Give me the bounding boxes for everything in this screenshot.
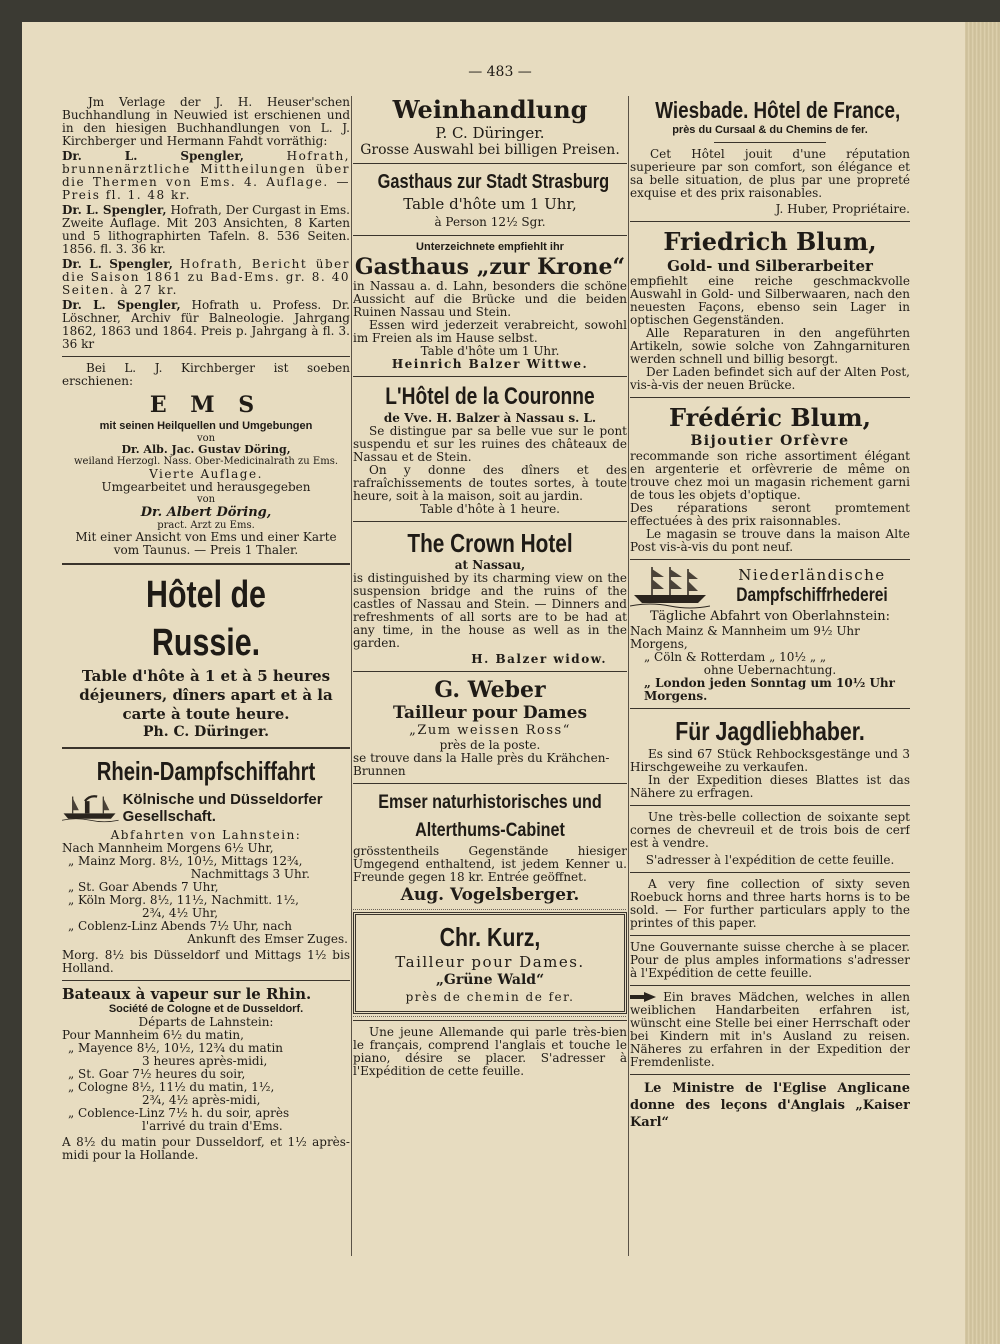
ems-subtitle: mit seinen Heilquellen und Umgebungen: [99, 420, 313, 432]
sailing-ship-icon: [630, 565, 710, 609]
pointing-hand-icon: [630, 992, 656, 1003]
publisher-intro: Jm Verlage der J. H. Heuser'schen Buchhandlung in Neuwied ist erschienen und in den hiesigen Buchhandlungen von L. J. Kirchberger und Hermann Fahdt vorräthig:: [62, 96, 350, 148]
steamship-icon: [62, 789, 119, 827]
ems-author: Dr. Alb. Jac. Gustav Döring,: [121, 443, 291, 456]
france-owner: J. Huber, Propriétaire.: [775, 202, 910, 216]
book-entry: Dr. L. Spengler, Hofrath u. Profess. Dr. Löschner, Archiv für Balneologie. Jahrgang 1862, 1863 und 1864. Preis p. Jahrgang à fl. 3. 36 kr: [62, 298, 350, 351]
hotel-russie-text: Table d'hôte à 1 et à 5 heures déjeuners, dîners apart et à la carte à toute heure.: [79, 667, 333, 723]
strasburg-title: Gasthaus zur Stadt Strasburg: [377, 171, 610, 193]
couronne-title: L'Hôtel de la Couronne: [385, 383, 595, 410]
book-entry: Dr. L. Spengler, Hofrath, Der Curgast in Ems. Zweite Auflage. Mit 203 Ansichten, 8 Karten und 5 lithographirten Tafeln. 8. 536 Seiten. 1856. fl. 3. 36 kr.: [62, 203, 350, 256]
column-1: Jm Verlage der J. H. Heuser'schen Buchhandlung in Neuwied ist erschienen und in den hiesigen Buchhandlungen von L. J. Kirchberger und Hermann Fahdt vorräthig: Dr. L. Spengler, Hofrath, brunnenärztliche Mittheilungen über die Thermen von Ems. 4. Auflage. — Preis fl. 1. 48 kr. Dr. L. Spengler, Hofrath, Der Curgast in Ems. Zweite Auflage. Mit 203 Ansichten, 8 Karten und 5 lithographirten Tafeln. 8. 536 Seiten. 1856. fl. 3. 36 kr. Dr. L. Spengler, Hofrath, Bericht über die Saison 1861 zu Bad-Ems. gr. 8. 40 Seiten. à 27 kr. Dr. L. Spengler, Hofrath u. Profess. Dr. Löschner, Archiv für Balneologie. Jahrgang 1862, 1863 und 1864. Preis p. Jahrgang à fl. 3. 36 kr Bei L. J. Kirchberger ist soeben erschienen: E M S mit seinen Heilquellen und Umgebungen von Dr. Alb. Jac. Gustav Döring, weiland Herzogl. Nass. Ober-Medicinalrath zu Ems. Vierte Auflage. Umgearbeitet und herausgegeben von Dr. Albert Döring, pract. Arzt zu Ems. Mit einer Ansicht von Ems und einer Karte vom Taunus. — Preis 1 Thaler. Hôtel de Russie. Table d'hôte à 1 et à 5 heures déjeuners, dîners apart et à la carte à toute heure. Ph. C. Düringer. Rhein-Dampfschiffahrt Kölnische und Düsseldorfer Gesellschaft. Abfahrten von Lahnstein: Nach Mannheim Morgens 6½ Uhr, „ Mainz Morg. 8½, 10½, Mittags 12¾, Nachmittags 3 Uhr. „ St. Goar Abends 7 Uhr, „ Köln Morg. 8½, 11½, Nachmitt. 1½, 2¾, 4½ Uhr, „ Coblenz-Linz Abends 7½ Uhr, nach Ankunft des Emser Zuges. Morg. 8½ bis Düsseldorf und Mittags 1½ bis Holland. Bateaux à vapeur sur le Rhin. Société de Cologne et de Dusseldorf. Départs de Lahnstein: Pour Mannheim 6½ du matin, „ Mayence 8½, 10½, 12¾ du matin 3 heures après-midi, „ St. Goar 7½ heures du soir, „ Cologne 8½, 11½ du matin, 1½, 2¾, 4½ après-midi, „ Coblence-Linz 7½ h. du soir, après l'arrivé du train d'Ems. A 8½ du matin pour Dusseldorf, et 1½ après-midi pour la Hollande.: [62, 96, 350, 1162]
maedchen-ad: Ein braves Mädchen, welches in allen weiblichen Handarbeiten erfahren ist, wünscht eine Stelle bei einer Herrschaft oder bei Kindern mit in's Ausland zu reisen. Näheres zu erfahren in der Expedition der Fremdenliste.: [630, 990, 910, 1069]
weinhandlung-title: Weinhandlung: [392, 96, 588, 124]
niederl-heading-row: [630, 565, 910, 609]
cabinet-owner: Aug. Vogelsberger.: [400, 885, 580, 905]
hotel-russie-title: Hôtel de Russie.: [146, 574, 266, 664]
column-divider: [351, 96, 352, 1256]
weber-title: G. Weber: [434, 677, 546, 703]
rhein-title: Rhein-Dampfschiffahrt: [96, 756, 316, 786]
jagd-title: Für Jagdliebhaber.: [675, 716, 865, 746]
bateaux-title: Bateaux à vapeur sur le Rhin.: [62, 985, 312, 1003]
kurz-title: Chr. Kurz,: [439, 922, 541, 952]
column-2: Weinhandlung P. C. Düringer. Grosse Auswahl bei billigen Preisen. Gasthaus zur Stadt Strasburg Table d'hôte um 1 Uhr, à Person 12½ Sgr. Unterzeichnete empfiehlt ihr Gasthaus „zur Krone“ in Nassau a. d. Lahn, besonders die schöne Aussicht auf die Brücke und die beiden Ruinen Nassau und Stein. Essen wird jederzeit verabreicht, sowohl im Freien als im Hause selbst. Table d'hôte um 1 Uhr. Heinrich Balzer Wittwe. L'Hôtel de la Couronne de Vve. H. Balzer à Nassau s. L. Se distingue par sa belle vue sur le pont suspendu et sur les ruines des châteaux de Nassau et de Stein. On y donne des dîners et des rafraîchissements de toutes sortes, à toute heure, soit à la maison, soit au jardin. Table d'hôte à 1 heure. The Crown Hotel at Nassau, is distinguished by its charming view on the suspension bridge and the ruins of the castles of Nassau and Stein. — Dinners and refreshments of all sorts are to be had at any time, in the house as well as in the garden. H. Balzer widow. G. Weber Tailleur pour Dames „Zum weissen Ross“ près de la poste. se trouve dans la Halle près du Krähchen-Brunnen Emser naturhistorisches und Alterthums-Cabinet grösstentheils Gegenstände hiesiger Umgegend enthaltend, ist jedem Kenner u. Freunde gegen 18 kr. Entrée geöffnet. Aug. Vogelsberger. Chr. Kurz, Tailleur pour Dames. „Grüne Wald“ près de chemin de fer. Une jeune Allemande qui parle très-bien le français, comprend l'anglais et touche le piano, désire se placer. S'adresser à l'Expédition de cette feuille.: [353, 96, 627, 1078]
column-3: Wiesbade. Hôtel de France, près du Cursaal & du Chemins de fer. Cet Hôtel jouit d'une réputation superieure par son comfort, son élégance et sa belle situation, de plus par une propreté exquise et des prix raisonables. J. Huber, Propriétaire. Friedrich Blum, Gold- und Silberarbeiter empfiehlt eine reiche geschmackvolle Auswahl in Gold- und Silberwaaren, nach den neuesten Façons, ebenso sein Lager in optischen Gegenständen. Alle Reparaturen in den angeführten Artikeln, sowie solche von Zahngarnituren werden schnell und billig besorgt. Der Laden befindet sich auf der Alten Post, vis-à-vis der neuen Brücke. Frédéric Blum, Bijoutier Orfèvre recommande son riche assortiment élégant en argenterie et orfèvrerie de même on trouve chez moi un magasin richement garni de tous les objets d'optique. Des réparations seront promtement effectuées à des prix raisonnables. Le magasin se trouve dans la maison Alte Post vis-à-vis du pont neuf. Niederländische Dampfschiffrhederei Tägliche Abfahrt von Oberlahnstein: Nach Mainz & Mannheim um 9½ Uhr Morgens, „ Cöln & Rotterdam „ 10½ „ „ ohne Uebernachtung. „ London jeden Sonntag um 10½ Uhr Morgens. Für Jagdliebhaber. Es sind 67 Stück Rehbocksgestänge und 3 Hirschgeweihe zu verkaufen. In der Expedition dieses Blattes ist das Nähere zu erfragen. Une très-belle collection de soixante sept cornes de chevreuil et de trois bois de cerf est à vendre. S'adresser à l'expédition de cette feuille. A very fine collection of sixty seven Roebuck horns and three harts horns is to be sold. — For further particulars apply to the printes of this paper. Une Gouvernante suisse cherche à se placer. Pour de plus amples informations s'adresser à l'Expédition de cette feuille. Ein braves Mädchen, welches in allen weiblichen Handarbeiten erfahren ist, wünscht eine Stelle bei einer Herrschaft oder bei Kindern mit in's Ausland zu reisen. Näheres zu erfahren in der Expedition der Fremdenliste. Le Ministre de l'Eglise Anglicane donne des leçons d'Anglais „Kaiser Karl“: [630, 97, 910, 1130]
hotel-de-france-title: Wiesbade. Hôtel de France,: [655, 97, 901, 123]
rhein-company: Kölnische und Düsseldorfer Gesellschaft.: [122, 791, 323, 825]
crown-hotel-title: The Crown Hotel: [407, 528, 573, 558]
friedrich-blum-title: Friedrich Blum,: [663, 227, 877, 256]
krone-title: Gasthaus „zur Krone“: [354, 254, 626, 280]
rhein-company-row: [62, 789, 350, 827]
page-number: — 483 —: [468, 64, 532, 80]
ministre-ad: Le Ministre de l'Eglise Anglicane donne des leçons d'Anglais „Kaiser Karl“: [630, 1081, 910, 1130]
ems-lead: Bei L. J. Kirchberger ist soeben erschienen:: [62, 361, 350, 388]
hotel-russie-owner: Ph. C. Düringer.: [143, 724, 269, 740]
niederl-titles: Niederländische Dampfschiffrhederei: [714, 566, 910, 608]
niederl-title: Dampfschiffrhederei: [736, 585, 888, 606]
ems-title: E M S: [149, 392, 263, 418]
column-divider: [628, 96, 629, 1256]
kurz-ad-frame: Chr. Kurz, Tailleur pour Dames. „Grüne Wald“ près de chemin de fer.: [353, 912, 627, 1014]
page-edge: [965, 22, 1000, 1344]
book-entry: Dr. L. Spengler, Hofrath, Bericht über die Saison 1861 zu Bad-Ems. gr. 8. 40 Seiten. à 27 kr.: [62, 257, 350, 297]
ems-author-2: Dr. Albert Döring,: [140, 505, 272, 520]
allemande-ad: Une jeune Allemande qui parle très-bien le français, comprend l'anglais et touche le piano, désire se placer. S'adresser à l'Expédition de cette feuille.: [353, 1025, 627, 1078]
book-list: [62, 150, 350, 351]
cabinet-title: Emser naturhistorisches und Alterthums-Cabinet: [378, 792, 602, 841]
book-entry: Dr. L. Spengler, Hofrath, brunnenärztliche Mittheilungen über die Thermen von Ems. 4. Auflage. — Preis fl. 1. 48 kr.: [62, 149, 350, 202]
frederic-blum-title: Frédéric Blum,: [669, 403, 871, 432]
